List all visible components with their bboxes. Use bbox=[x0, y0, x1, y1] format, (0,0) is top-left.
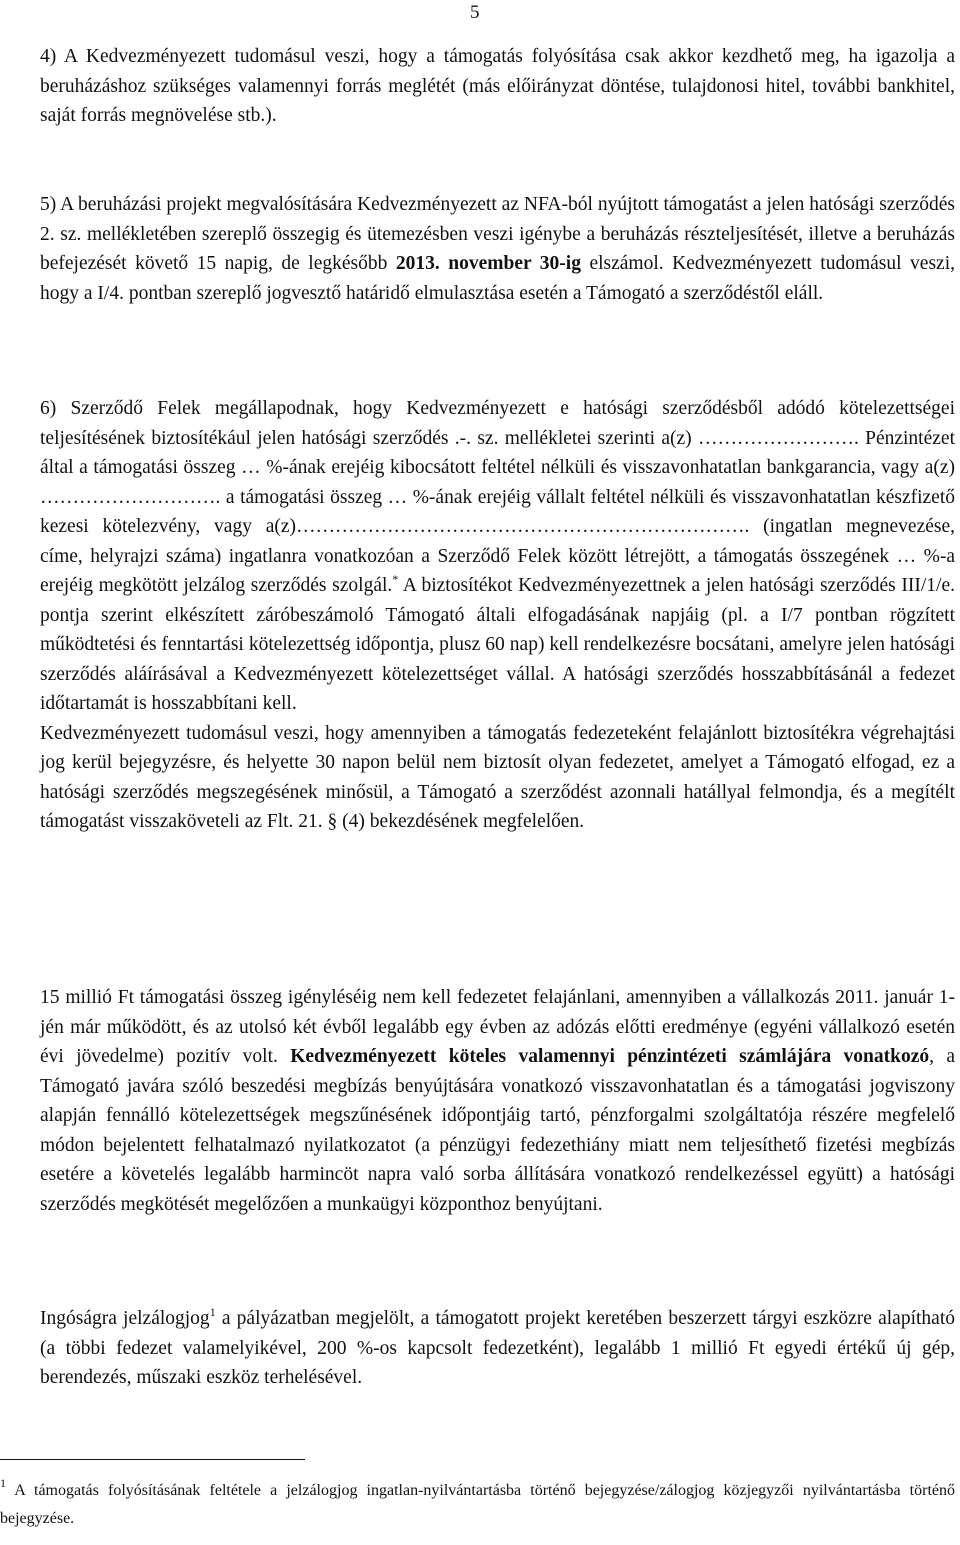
page-number: 5 bbox=[470, 2, 480, 23]
paragraph-6-text-a: 6) Szerződő Felek megállapodnak, hogy Kedvezményezett e hatósági szerződésből adódó kötelezettségei teljesítésének biztosítékául jelen hatósági szerződés .-. sz. mellékletei szerinti a(z) ……………………. Pénzintézet által a támogatási összeg … %-ának erejéig kibocsátott feltétel nélküli és visszavonhatatlan bankgarancia, vagy a(z) ………………………. a támogatási összeg … %-ának erejéig vállalt feltétel nélküli és visszavonhatatlan készfizető kezesi kötelezvény, vagy a(z)……………………………………………………………. (ingatlan megnevezése, címe, helyrajzi száma) ingatlanra vonatkozóan a Szerződő Felek között létrejött, a támogatás összegének … %-a erejéig megkötött jelzálog szerződés szolgál. bbox=[40, 398, 955, 596]
paragraph-6-text-c: Kedvezményezett tudomásul veszi, hogy amennyiben a támogatás fedezeteként felajánlott biztosítékra végrehajtási jog kerül bejegyzésre, és helyette 30 napon belül nem biztosít olyan fedezetet, amelyet a Támogató elfogad, ez a hatósági szerződés megszegésének minősül, a Támogató a szerződést azonnali hatállyal felmondja, és a megítélt támogatást visszaköveteli az Flt. 21. § (4) bekezdésének megfelelően. bbox=[40, 722, 955, 832]
paragraph-5-deadline: 2013. november 30-ig bbox=[395, 253, 581, 274]
paragraph-8-text-b: a pályázatban megjelölt, a támogatott projekt keretében beszerzett tárgyi eszközre alapítható (a többi fedezet valamelyikével, 200 %-os kapcsolt fedezetként), legalább 1 millió Ft egyedi értékű új gép, berendezés, műszaki eszköz terhelésével. bbox=[40, 1308, 955, 1388]
footnote-marker: 1 bbox=[0, 1476, 6, 1490]
paragraph-7-text-b: , a Támogató javára szóló beszedési megbízás benyújtására vonatkozó visszavonhatatlan és a támogatási jogviszony alapján fennálló kötelezettségek megszűnésének időpontjáig tartó, pénzforgalmi szolgáltatója részére megfelelő módon bejelentett felhatalmazó nyilatkozatot (a pénzügyi fedezethiány miatt nem teljesíthető fizetési megbízás esetére a követelés legalább harmincöt napra való sorba állítására vonatkozó rendelkezéssel együtt) a hatósági szerződés megkötését megelőzően a munkaügyi központhoz benyújtani. bbox=[40, 1046, 955, 1215]
paragraph-8 bbox=[40, 1304, 955, 1393]
paragraph-4 bbox=[40, 42, 955, 131]
paragraph-7-text-a: 15 millió Ft támogatási összeg igényléséig nem kell fedezetet felajánlani, amennyiben a vállalkozás 2011. január 1-jén már működött, és az utolsó két évből legalább egy évben az adózás előtti eredménye (egyéni vállalkozó esetén évi jövedelme) pozitív volt. bbox=[40, 987, 955, 1067]
paragraph-6 bbox=[40, 394, 955, 837]
paragraph-7 bbox=[40, 983, 955, 1219]
paragraph-5 bbox=[40, 190, 955, 308]
paragraph-4-text: 4) A Kedvezményezett tudomásul veszi, hogy a támogatás folyósítása csak akkor kezdhető meg, ha igazolja a beruházáshoz szükséges valamennyi forrás meglétét (más előirányzat döntése, tulajdonosi hitel, további bankhitel, saját forrás megnövelése stb.). bbox=[40, 46, 955, 126]
paragraph-7-bold: Kedvezményezett köteles valamennyi pénzintézeti számlájára vonatkozó bbox=[290, 1046, 930, 1067]
paragraph-6-text-b: A biztosítékot Kedvezményezettnek a jelen hatósági szerződés III/1/e. pontja szerint elkészített záróbeszámoló Támogató általi elfogadásának napjáig (pl. a I/7 pontban rögzített működtetési és fenntartási kötelezettség időpontja, plusz 60 nap) kell rendelkezésre bocsátani, amelyre jelen hatósági szerződés aláírásával a Kedvezményezett kötelezettséget vállal. A hatósági szerződés hosszabbításánál a fedezet időtartamát is hosszabbítani kell. bbox=[40, 575, 955, 714]
paragraph-5-text-a: 5) A beruházási projekt megvalósítására Kedvezményezett az NFA-ból nyújtott támogatást a jelen hatósági szerződés 2. sz. mellékletében szereplő összegig és ütemezésben veszi igénybe a beruházás részteljesítését, illetve a beruházás befejezését követő 15 napig, de legkésőbb bbox=[40, 194, 955, 274]
paragraph-6-star-marker: * bbox=[392, 572, 399, 586]
paragraph-8-text-a: Ingóságra jelzálogjog bbox=[40, 1308, 210, 1329]
paragraph-5-text-b: elszámol. Kedvezményezett tudomásul veszi, hogy a I/4. pontban szereplő jogvesztő határidő elmulasztása esetén a Támogató a szerződéstől eláll. bbox=[40, 253, 955, 304]
footnote bbox=[0, 1477, 955, 1533]
footnote-divider bbox=[0, 1459, 305, 1460]
footnote-reference[interactable]: 1 bbox=[209, 1305, 216, 1319]
footnote-text: A támogatás folyósításának feltétele a jelzálogjog ingatlan-nyilvántartásba történő bejegyzése/zálogjog közjegyzői nyilvántartásba történő bejegyzése. bbox=[0, 1482, 955, 1527]
